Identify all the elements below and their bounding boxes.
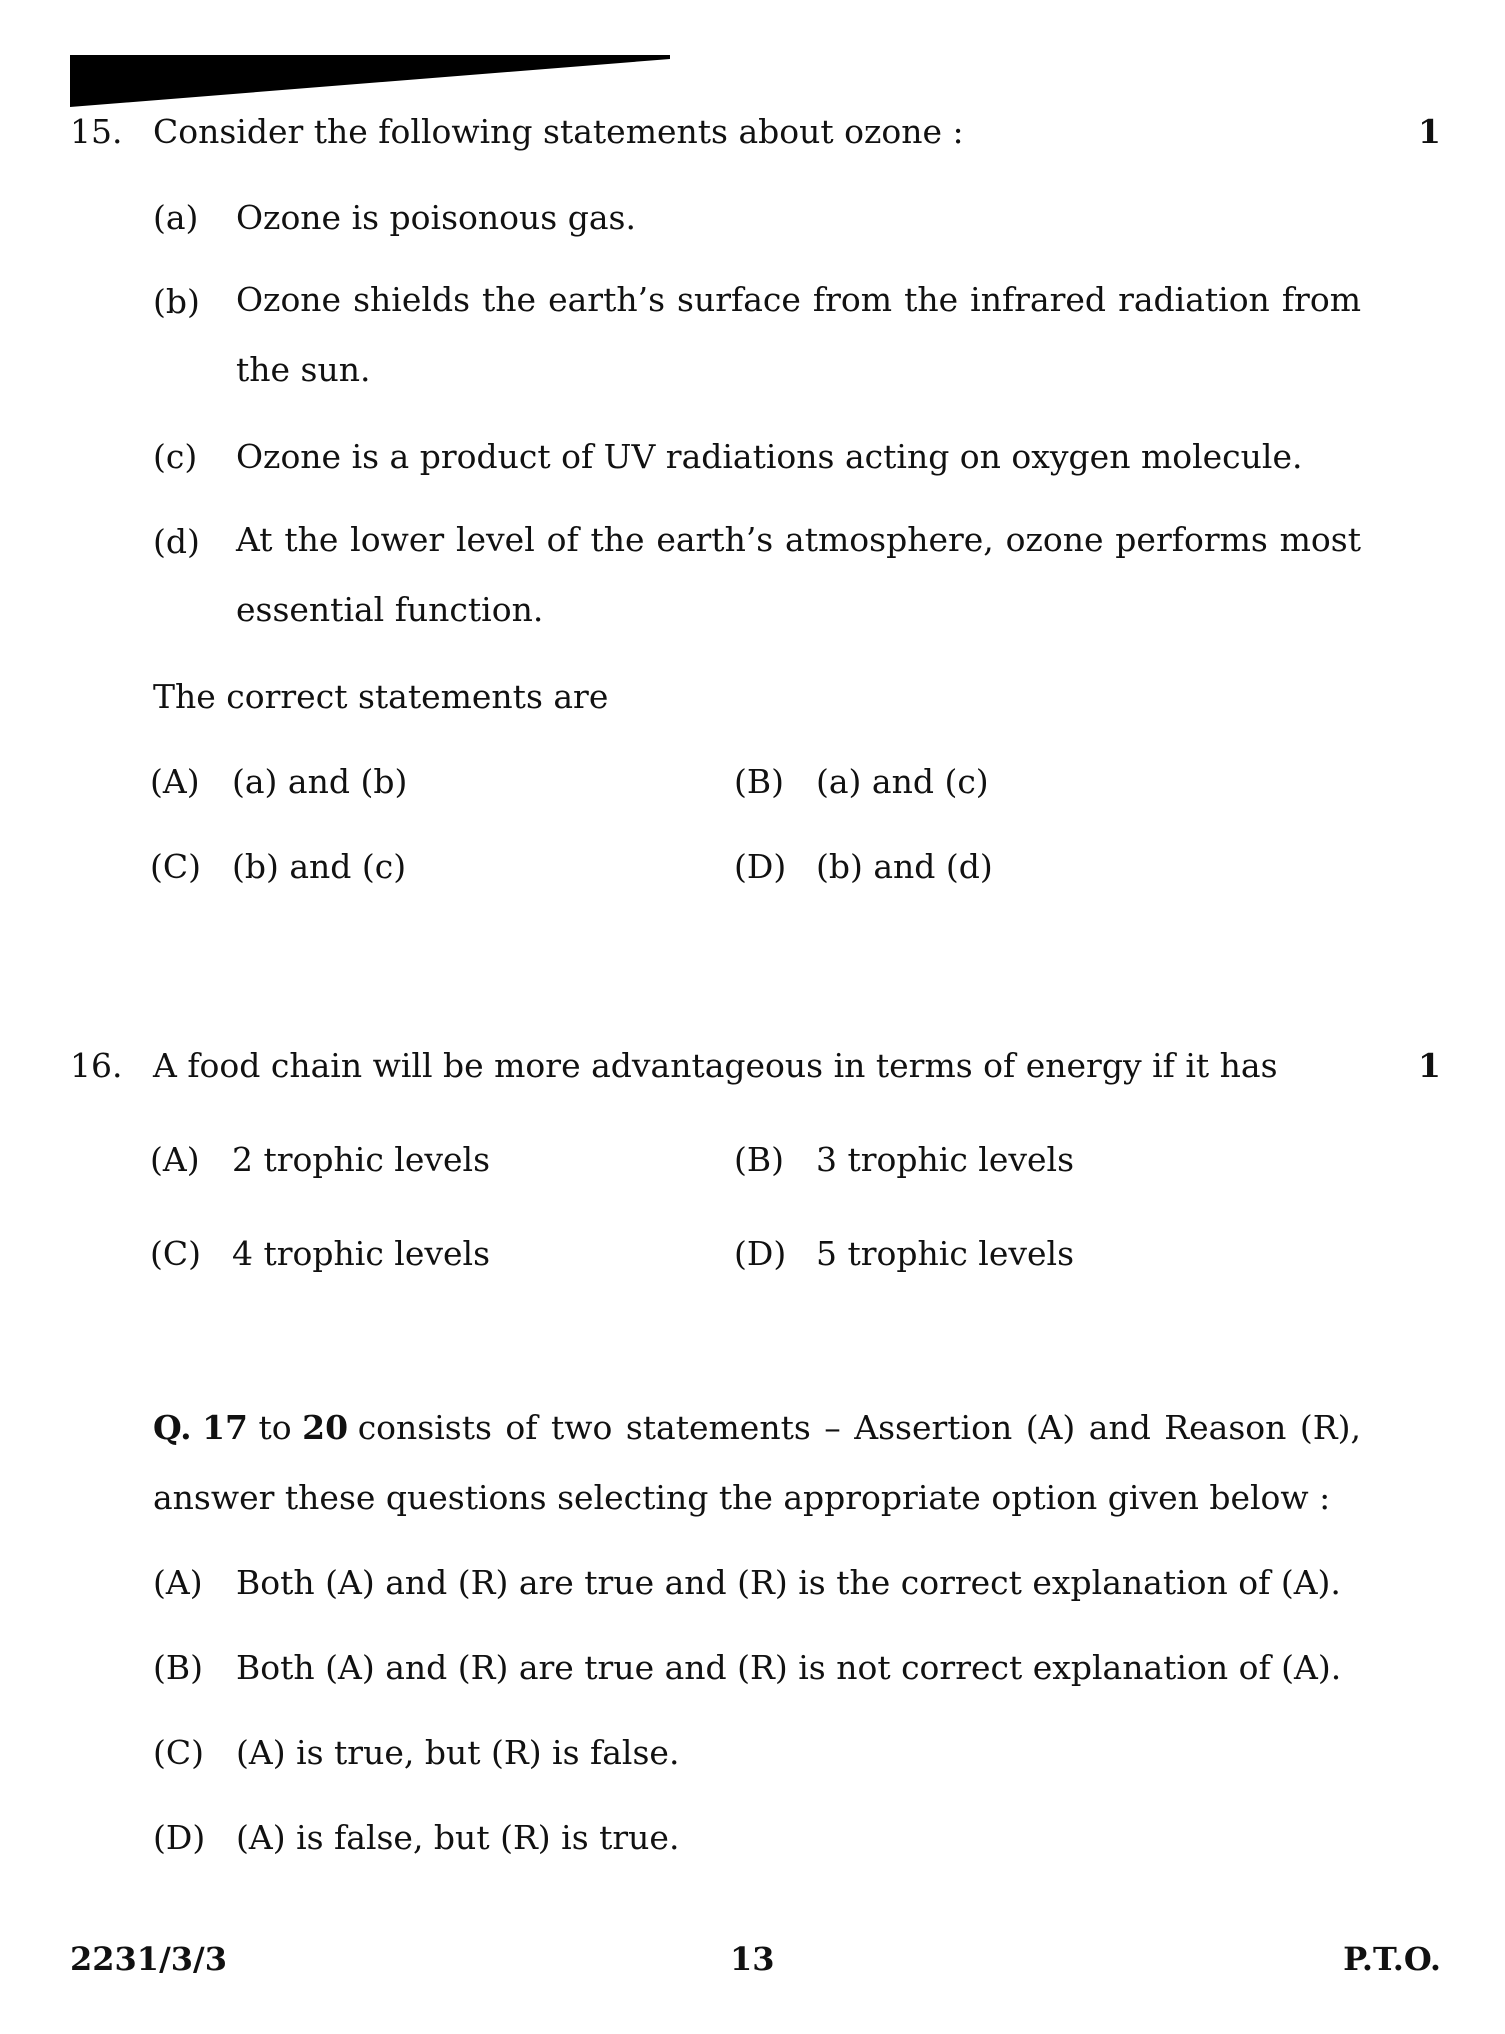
please-turn-over: P.T.O.	[1343, 1940, 1441, 1978]
option-label: (A)	[150, 1140, 200, 1179]
option-text: Both (A) and (R) are true and (R) is the correct explanation of (A).	[236, 1563, 1341, 1602]
option-label: (D)	[734, 1234, 787, 1273]
paper-code: 2231/3/3	[70, 1940, 227, 1978]
statement-text: Ozone is a product of UV radiations acting on oxygen molecule.	[236, 437, 1303, 476]
option-text: (b) and (c)	[232, 847, 407, 886]
option-text: 2 trophic levels	[232, 1140, 491, 1179]
question-range-start: 17	[202, 1408, 249, 1447]
option-label: (B)	[734, 762, 784, 801]
option-text: (a) and (b)	[232, 762, 408, 801]
option-label: (B)	[153, 1648, 203, 1687]
option-text: 3 trophic levels	[816, 1140, 1075, 1179]
option-label: (A)	[150, 762, 200, 801]
option-label: (C)	[153, 1733, 204, 1772]
option-text: Both (A) and (R) are true and (R) is not correct explanation of (A).	[236, 1648, 1342, 1687]
question-marks: 1	[1418, 1046, 1441, 1085]
option-text: (A) is true, but (R) is false.	[236, 1733, 680, 1772]
question-range-to: to	[258, 1408, 292, 1447]
option-text: (b) and (d)	[816, 847, 993, 886]
question-stem: Consider the following statements about ozone :	[153, 112, 964, 151]
header-black-bar	[70, 55, 670, 107]
question-number: 16.	[70, 1046, 123, 1085]
question-prompt: The correct statements are	[153, 677, 609, 716]
option-label: (D)	[153, 1818, 206, 1857]
instructions-line-2: answer these questions selecting the appropriate option given below :	[153, 1478, 1331, 1517]
option-text: (a) and (c)	[816, 762, 989, 801]
statement-text: Ozone is poisonous gas.	[236, 198, 636, 237]
page-number: 13	[730, 1940, 775, 1978]
option-text: 5 trophic levels	[816, 1234, 1075, 1273]
instructions-line-1-lead	[153, 1408, 348, 1447]
question-number: 15.	[70, 112, 123, 151]
question-marks: 1	[1418, 112, 1441, 151]
statement-label: (c)	[153, 437, 198, 476]
option-label: (B)	[734, 1140, 784, 1179]
statement-label: (a)	[153, 198, 199, 237]
option-label: (A)	[153, 1563, 203, 1602]
statement-label: (d)	[153, 522, 200, 561]
option-text: (A) is false, but (R) is true.	[236, 1818, 680, 1857]
question-range-prefix: Q.	[153, 1408, 192, 1447]
instructions-line-1	[153, 1408, 1361, 1447]
option-label: (C)	[150, 1234, 201, 1273]
question-range-end: 20	[302, 1408, 349, 1447]
instructions-line-1-rest: consists of two statements – Assertion (A) and Reason (R),	[357, 1408, 1361, 1447]
statement-text: At the lower level of the earth’s atmosphere, ozone performs most essential function.	[236, 520, 1361, 629]
statement-text: Ozone shields the earth’s surface from the infrared radiation from the sun.	[236, 280, 1361, 389]
option-text: 4 trophic levels	[232, 1234, 491, 1273]
option-label: (D)	[734, 847, 787, 886]
question-stem: A food chain will be more advantageous in terms of energy if it has	[153, 1046, 1278, 1085]
statement-label: (b)	[153, 282, 200, 321]
option-label: (C)	[150, 847, 201, 886]
